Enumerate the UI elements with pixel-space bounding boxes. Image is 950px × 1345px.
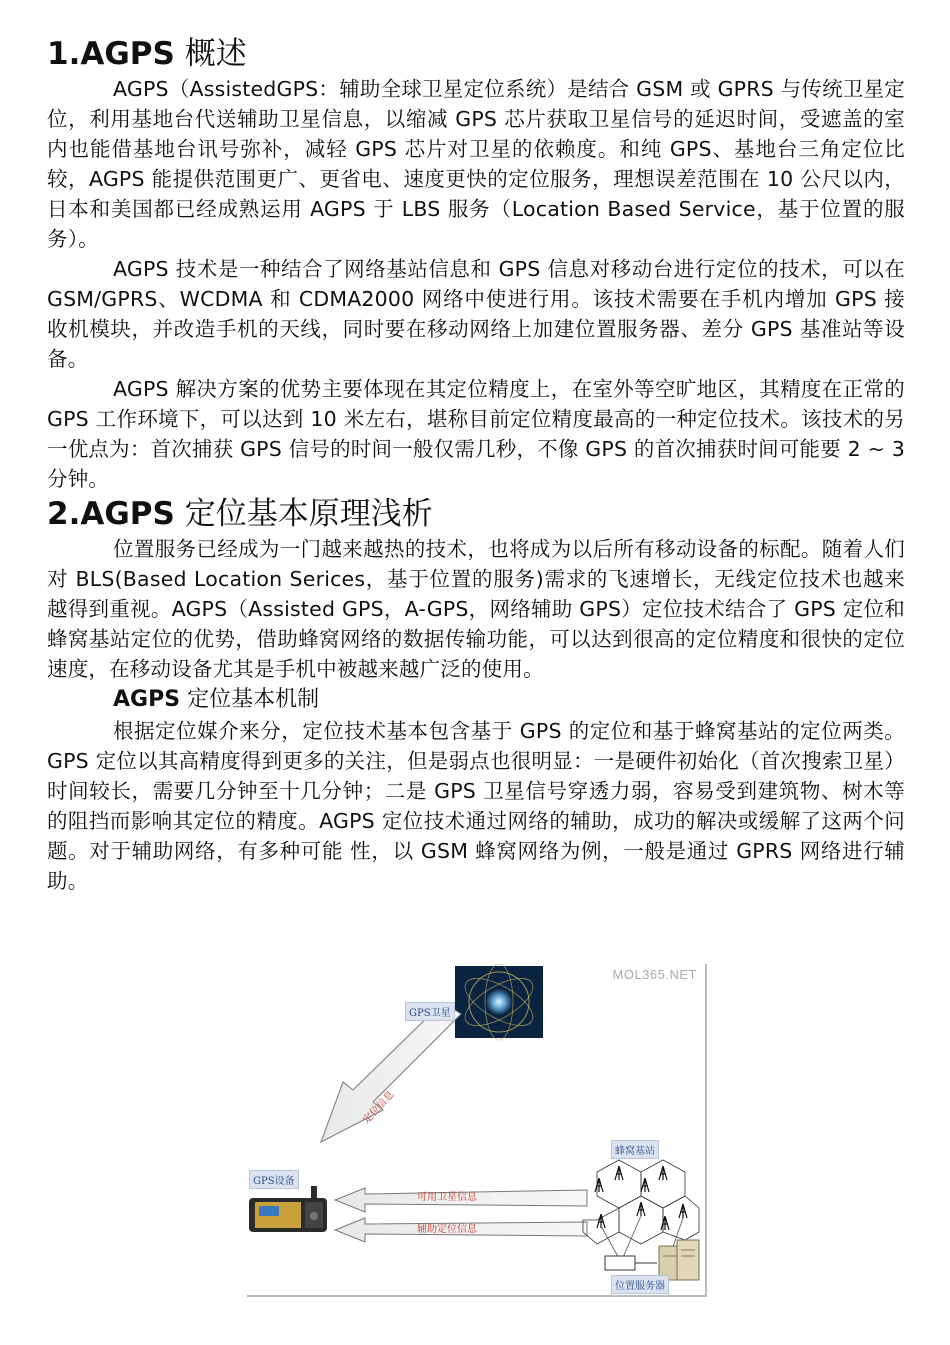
section1-paragraph-2: AGPS 技术是一种结合了网络基站信息和 GPS 信息对移动台进行定位的技术，可以在 GSM/GPRS、WCDMA 和 CDMA2000 网络中使进行用。该技术需要在手机内增加 GPS 接收机模块，并改造手机的天线，同时要在移动网络上加建位置服务器、差分 GPS 基准站等设备。 (47, 257, 905, 371)
watermark: MOL365.NET (612, 967, 697, 982)
device-label: GPS设备 (249, 1170, 299, 1189)
subheading-bold: AGPS (113, 687, 181, 712)
subheading (47, 684, 905, 716)
arrow-positioning (321, 1002, 461, 1142)
agps-diagram (247, 964, 707, 1297)
arrow-assist-label: 辅助定位信息 (417, 1224, 477, 1235)
section1-paragraph-1: AGPS（AssistedGPS：辅助全球卫星定位系统）是结合 GSM 或 GPRS 与传统卫星定位，利用基地台代送辅助卫星信息，以缩减 GPS 芯片获取卫星信号的延迟时间，受遮盖的室内也能借基地台讯号弥补，减轻 GPS 芯片对卫星的依赖度。和纯 GPS、基地台三角定位比较，AGPS 能提供范围更广、更省电、速度更快的定位服务，理想误差范围在 10 公尺以内，日本和美国都已经成熟运用 AGPS 于 LBS 服务（Location Based Service，基于位置的服务）。 (47, 77, 905, 251)
section1-paragraph-3: AGPS 解决方案的优势主要体现在其定位精度上，在室外等空旷地区，其精度在正常的 GPS 工作环境下，可以达到 10 米左右，堪称目前定位精度最高的一种定位技术。该技术的另一优点为：首次捕获 GPS 信号的时间一般仅需几秒，不像 GPS 的首次捕获时间可能要 2 ~ 3 分钟。 (47, 377, 905, 491)
location-server-image (605, 1240, 699, 1280)
diagram-canvas (247, 964, 705, 1295)
arrow-positioning-label: 定位信息 (361, 1089, 397, 1127)
section1-number: 1.AGPS (47, 36, 175, 72)
satellite-image (455, 964, 543, 1040)
section2-paragraph-2: 根据定位媒介来分，定位技术基本包含基于 GPS 的定位和基于蜂窝基站的定位两类。GPS 定位以其高精度得到更多的关注，但是弱点也很明显：一是硬件初始化（首次搜索卫星）时间较长，需要几分钟至十几分钟；二是 GPS 卫星信号穿透力弱，容易受到建筑物、树木等的阻挡而影响其定位的精度。AGPS 定位技术通过网络的辅助，成功的解决或缓解了这两个问题。对于辅助网络，有多种可能 性，以 GSM 蜂窝网络为例，一般是通过 GPRS 网络进行辅助。 (47, 719, 905, 893)
section1-heading (47, 34, 905, 74)
section2-heading (47, 494, 905, 534)
base-station-label: 蜂窝基站 (611, 1140, 659, 1159)
section2-title: 定位基本原理浅析 (184, 496, 433, 532)
arrow-available-label: 可用卫星信息 (417, 1192, 477, 1203)
section2-paragraph-1: 位置服务已经成为一门越来越热的技术，也将成为以后所有移动设备的标配。随着人们对 BLS(Based Location Serices，基于位置的服务)需求的飞速增长，无线定位技术也越来越得到重视。AGPS（Assisted GPS，A-GPS，网络辅助 GPS）定位技术结合了 GPS 定位和蜂窝基站定位的优势，借助蜂窝网络的数据传输功能，可以达到很高的定位精度和很快的定位 速度，在移动设备尤其是手机中被越来越广泛的使用。 (47, 537, 905, 681)
subheading-rest: 定位基本机制 (187, 687, 320, 712)
section1-title: 概述 (184, 36, 247, 72)
section2-number: 2.AGPS (47, 496, 175, 532)
server-label: 位置服务器 (611, 1275, 669, 1294)
document-body (47, 34, 905, 896)
arrow-assist (335, 1218, 587, 1242)
gps-device-image (249, 1186, 327, 1232)
arrow-available-satellite (335, 1188, 587, 1212)
satellite-label: GPS卫星 (405, 1002, 455, 1021)
